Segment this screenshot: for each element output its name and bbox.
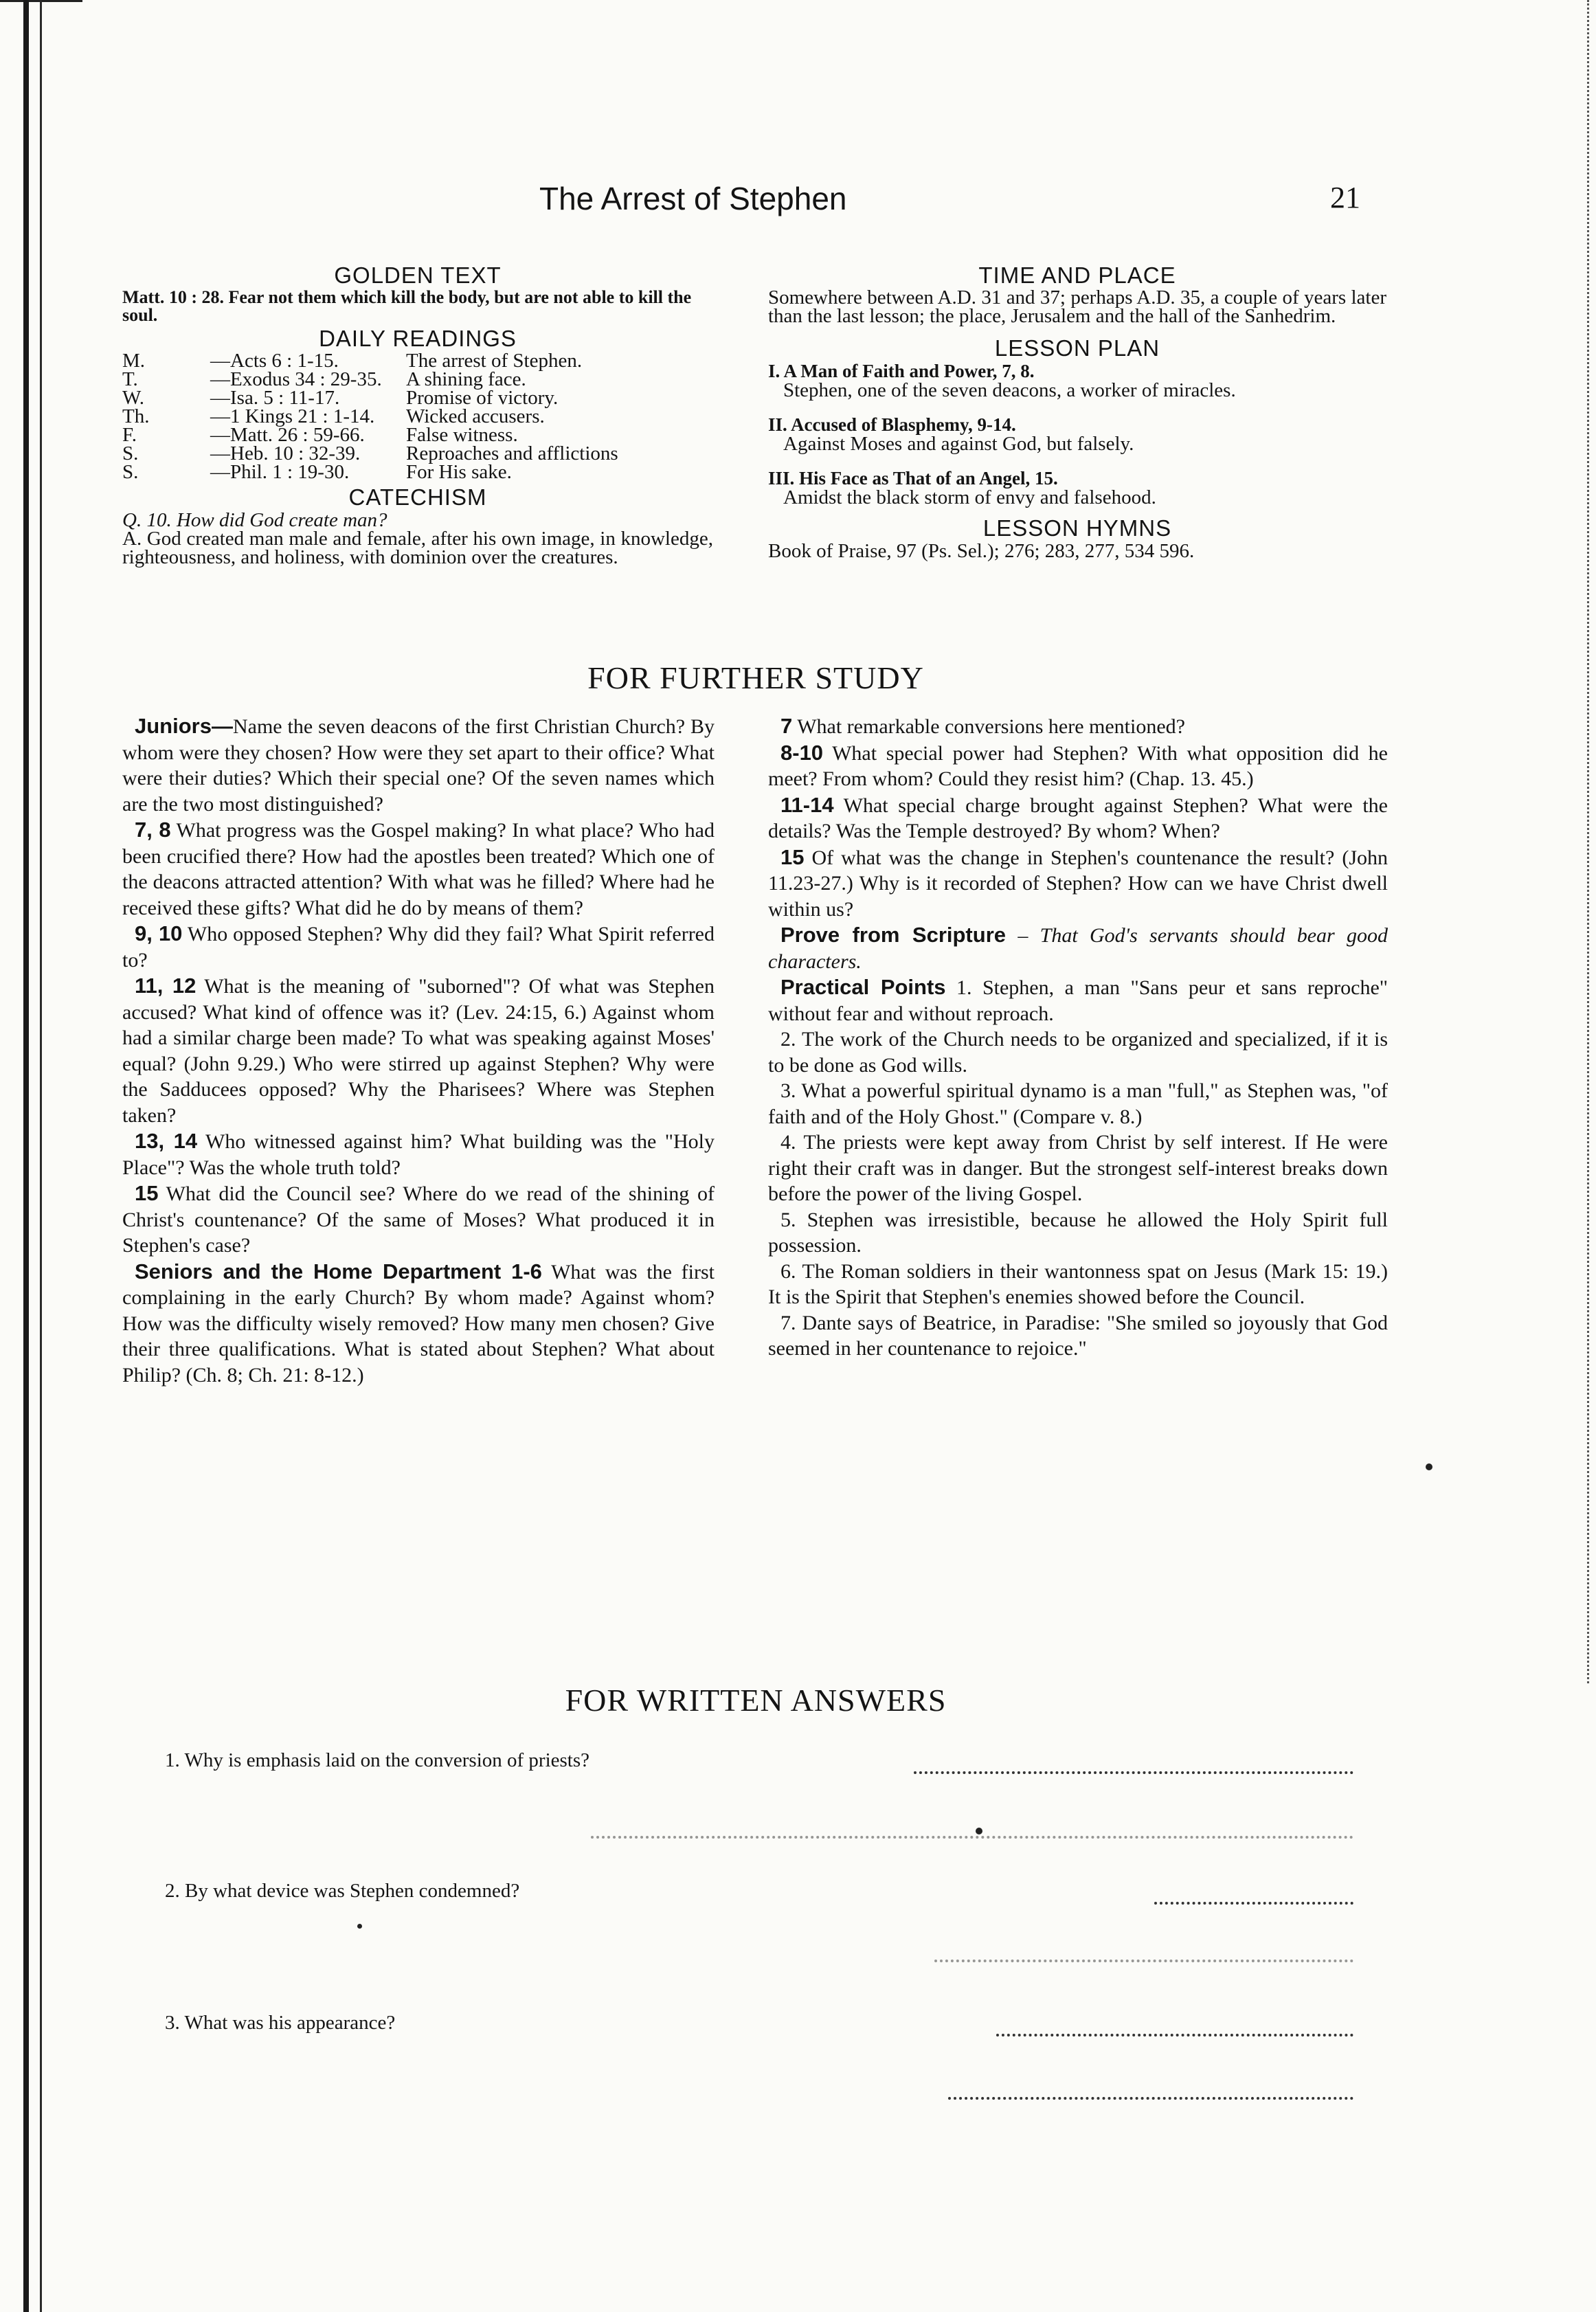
daily-reading-row: [122, 352, 618, 370]
answer-line[interactable]: [1154, 1902, 1353, 1905]
lesson-plan-heading: LESSON PLAN: [994, 335, 1160, 361]
study-paragraph-text: – That God's servants should bear good characters.: [768, 924, 1389, 973]
study-paragraph-lead: 15: [135, 1181, 159, 1205]
daily-reading-row: [122, 370, 618, 389]
lesson-plan-list: [768, 361, 1386, 507]
reading-day: M.: [122, 350, 146, 372]
daily-readings-heading: DAILY READINGS: [319, 326, 517, 351]
reading-day: T.: [122, 368, 138, 390]
reading-title: Promise of victory.: [406, 387, 559, 409]
study-paragraph: [768, 1026, 1388, 1078]
reading-reference: —Isa. 5 : 11-17.: [210, 387, 340, 409]
daily-readings-table: [122, 352, 618, 482]
study-paragraph: [122, 1128, 715, 1180]
study-paragraph-lead: 11-14: [780, 792, 834, 817]
reading-title: False witness.: [406, 424, 518, 446]
top-left-column: [122, 262, 713, 567]
written-answers-heading: FOR WRITTEN ANSWERS: [565, 1683, 947, 1718]
study-paragraph: [122, 817, 715, 921]
study-paragraph-text: 7. Dante says of Beatrice, in Paradise: "She smiled so joyously that God seemed in her countenance to rejoice.": [768, 1311, 1388, 1360]
reading-day: W.: [122, 387, 144, 409]
study-paragraph-text: 3. What a powerful spiritual dynamo is a man "full," as Stephen was, "of faith and of the Holy Ghost." (Compare v. 8.): [768, 1079, 1388, 1128]
study-paragraph: [768, 740, 1388, 792]
reading-reference: —Matt. 26 : 59-66.: [210, 424, 365, 446]
written-question: 3. What was his appearance?: [165, 2012, 396, 2034]
reading-title: A shining face.: [406, 368, 526, 390]
study-paragraph-lead: Seniors and the Home Department 1-6: [135, 1259, 542, 1283]
binding-edge: [23, 0, 29, 2312]
study-paragraph-text: Name the seven deacons of the first Christian Church? By whom were they chosen? How were they set apart to their office? What were their duties? Which their special one? Of the seven names which are the two most distinguished?: [122, 715, 715, 816]
study-paragraph-text: Who witnessed against him? What building was the "Holy Place"? Was the whole truth told?: [122, 1130, 715, 1179]
daily-reading-row: [122, 426, 618, 445]
study-paragraph: [768, 844, 1388, 923]
daily-reading-row: [122, 407, 618, 426]
study-paragraph-text: What remarkable conversions here mentioned?: [792, 715, 1185, 738]
study-paragraph: [768, 792, 1388, 844]
reading-day: Th.: [122, 405, 150, 427]
scan-speck: [1426, 1463, 1432, 1470]
lesson-plan-item-desc: Stephen, one of the seven deacons, a worker of miracles.: [783, 379, 1236, 401]
daily-reading-row: [122, 389, 618, 407]
golden-text-heading: GOLDEN TEXT: [334, 262, 502, 288]
study-paragraph: [768, 713, 1388, 740]
binding-edge-line: [40, 0, 42, 2312]
lesson-plan-item-title: III. His Face as That of an Angel, 15.: [768, 468, 1058, 489]
reading-reference: —Heb. 10 : 32-39.: [210, 442, 361, 464]
study-paragraph-lead: 15: [780, 844, 805, 869]
study-paragraph-text: 6. The Roman soldiers in their wantonness spat on Jesus (Mark 15: 19.) It is the Spirit that Stephen's enemies showed before the Council.: [768, 1259, 1388, 1308]
reading-reference: —Exodus 34 : 29-35.: [210, 368, 382, 390]
reading-reference: —Phil. 1 : 19-30.: [210, 461, 350, 483]
golden-text: Matt. 10 : 28. Fear not them which kill the body, but are not able to kill the soul.: [122, 287, 692, 325]
study-paragraph-lead: 13, 14: [135, 1129, 198, 1153]
study-paragraph-lead: 8-10: [780, 740, 824, 765]
study-paragraph: [122, 973, 715, 1128]
scan-speck: [357, 1924, 362, 1929]
study-paragraph-text: Who opposed Stephen? Why did they fail? What Spirit referred to?: [122, 923, 715, 972]
study-paragraph-text: 5. Stephen was irresistible, because he allowed the Holy Spirit full possession.: [768, 1208, 1388, 1257]
study-paragraph: [768, 1259, 1388, 1310]
study-paragraph: [768, 1310, 1388, 1362]
study-paragraph: [122, 713, 715, 817]
study-paragraph: [768, 922, 1388, 974]
study-paragraph: [122, 1180, 715, 1259]
study-paragraph-text: What is the meaning of "suborned"? Of what was Stephen accused? What kind of offence was it? (Lev. 24:15, 6.) Against whom had a similar charge been made? To what was speaking against Moses' equal? (John 9.29.) Who were stirred up against Stephen? Why were the Sadducees opposed? Why the Pharisees? Where was Stephen taken?: [122, 975, 715, 1127]
study-paragraph-text: What special charge brought against Stephen? What were the details? Was the Temple destroyed? By whom? When?: [768, 794, 1388, 842]
study-paragraph-lead: Practical Points: [780, 975, 946, 999]
lesson-plan-item-title: I. A Man of Faith and Power, 7, 8.: [768, 361, 1035, 381]
daily-reading-row: [122, 445, 618, 463]
study-paragraph-lead: 7, 8: [135, 818, 171, 842]
study-paragraph: [768, 1207, 1388, 1259]
reading-day: S.: [122, 442, 139, 464]
study-paragraph: [122, 1259, 715, 1389]
answer-line[interactable]: [934, 1960, 1353, 1962]
daily-reading-row: [122, 463, 618, 482]
lesson-plan-item-title: II. Accused of Blasphemy, 9-14.: [768, 414, 1016, 435]
written-question: 1. Why is emphasis laid on the conversion of priests?: [165, 1749, 590, 1771]
reading-title: Reproaches and afflictions: [406, 442, 618, 464]
study-paragraph-lead: 9, 10: [135, 921, 183, 945]
study-paragraph-text: 1. Stephen, a man "Sans peur et sans reproche" without fear and without reproach.: [768, 976, 1388, 1025]
lesson-plan-item-desc: Amidst the black storm of envy and falsehood.: [783, 486, 1156, 508]
right-page-edge: [1587, 0, 1592, 1683]
page-number: 21: [1330, 181, 1360, 214]
reading-reference: —Acts 6 : 1-15.: [210, 350, 339, 372]
study-paragraph-text: What progress was the Gospel making? In what place? Who had been crucified there? How had the apostles been treated? Which one of the deacons attracted attention? With what was he filled? Where had he received these gifts? What did he do by means of them?: [122, 819, 715, 919]
reading-reference: —1 Kings 21 : 1-14.: [210, 405, 375, 427]
study-paragraph-lead: Juniors—: [135, 714, 233, 738]
study-paragraph-lead: Prove from Scripture: [780, 923, 1007, 947]
reading-title: The arrest of Stephen.: [406, 350, 583, 372]
study-paragraph-text: What special power had Stephen? With what opposition did he meet? From whom? Could they resist him? (Chap. 13. 45.): [768, 741, 1388, 790]
study-paragraph-text: Of what was the change in Stephen's countenance the result? (John 11.23-27.) Why is it recorded of Stephen? How can we have Christ dwell within us?: [768, 846, 1388, 921]
lesson-plan-item-desc: Against Moses and against God, but falsely.: [783, 433, 1134, 455]
answer-line[interactable]: [948, 2097, 1353, 2100]
reading-title: For His sake.: [406, 461, 512, 483]
reading-title: Wicked accusers.: [406, 405, 545, 427]
written-question: 2. By what device was Stephen condemned?: [165, 1880, 520, 1902]
study-paragraph: [768, 1130, 1388, 1207]
catechism-heading: CATECHISM: [348, 484, 487, 510]
time-place-heading: TIME AND PLACE: [978, 262, 1176, 288]
time-place-text: Somewhere between A.D. 31 and 37; perhaps A.D. 35, a couple of years later than the last lesson; the place, Jerusalem and the hall of the Sanhedrim.: [768, 287, 1386, 327]
answer-line[interactable]: [914, 1771, 1353, 1774]
study-paragraph: [768, 1078, 1388, 1130]
study-paragraph-text: 2. The work of the Church needs to be organized and specialized, if it is to be done as God wills.: [768, 1028, 1388, 1077]
study-paragraph-lead: 11, 12: [135, 974, 196, 998]
study-paragraph-text: 4. The priests were kept away from Christ by self interest. If He were right their craft was in danger. But the strongest self-interest breaks down before the power of the living Gospel.: [768, 1131, 1388, 1205]
reading-day: F.: [122, 424, 137, 446]
further-study-left-column: [122, 713, 715, 1388]
study-paragraph-text: What did the Council see? Where do we read of the shining of Christ's countenance? Of the same of Moses? What produced it in Stephen's case?: [122, 1182, 715, 1257]
further-study-heading: FOR FURTHER STUDY: [587, 660, 924, 695]
study-paragraph: [122, 921, 715, 973]
page-header: [124, 180, 1360, 235]
answer-line[interactable]: [591, 1836, 1353, 1839]
study-paragraph-lead: 7: [780, 714, 793, 738]
scan-speck: [976, 1828, 982, 1834]
top-right-column: [768, 262, 1386, 561]
study-paragraph-text: What was the first complaining in the early Church? By whom made? Against whom? How was the difficulty wisely removed? How many men chosen? Give their three qualifications. What is stated about Stephen? What about Philip? (Ch. 8; Ch. 21: 8-12.): [122, 1260, 715, 1387]
page-title: The Arrest of Stephen: [539, 181, 847, 216]
catechism-answer: A. God created man male and female, after his own image, in knowledge, righteousness, and holiness, with dominion over the creatures.: [122, 528, 713, 568]
further-study-right-column: [768, 713, 1388, 1362]
reading-day: S.: [122, 461, 139, 483]
lesson-hymns-text: Book of Praise, 97 (Ps. Sel.); 276; 283, 277, 534 596.: [768, 540, 1195, 562]
answer-line[interactable]: [996, 2034, 1353, 2036]
study-paragraph: [768, 974, 1388, 1026]
lesson-hymns-heading: LESSON HYMNS: [982, 515, 1172, 541]
catechism-question: Q. 10. How did God create man?: [122, 509, 387, 531]
